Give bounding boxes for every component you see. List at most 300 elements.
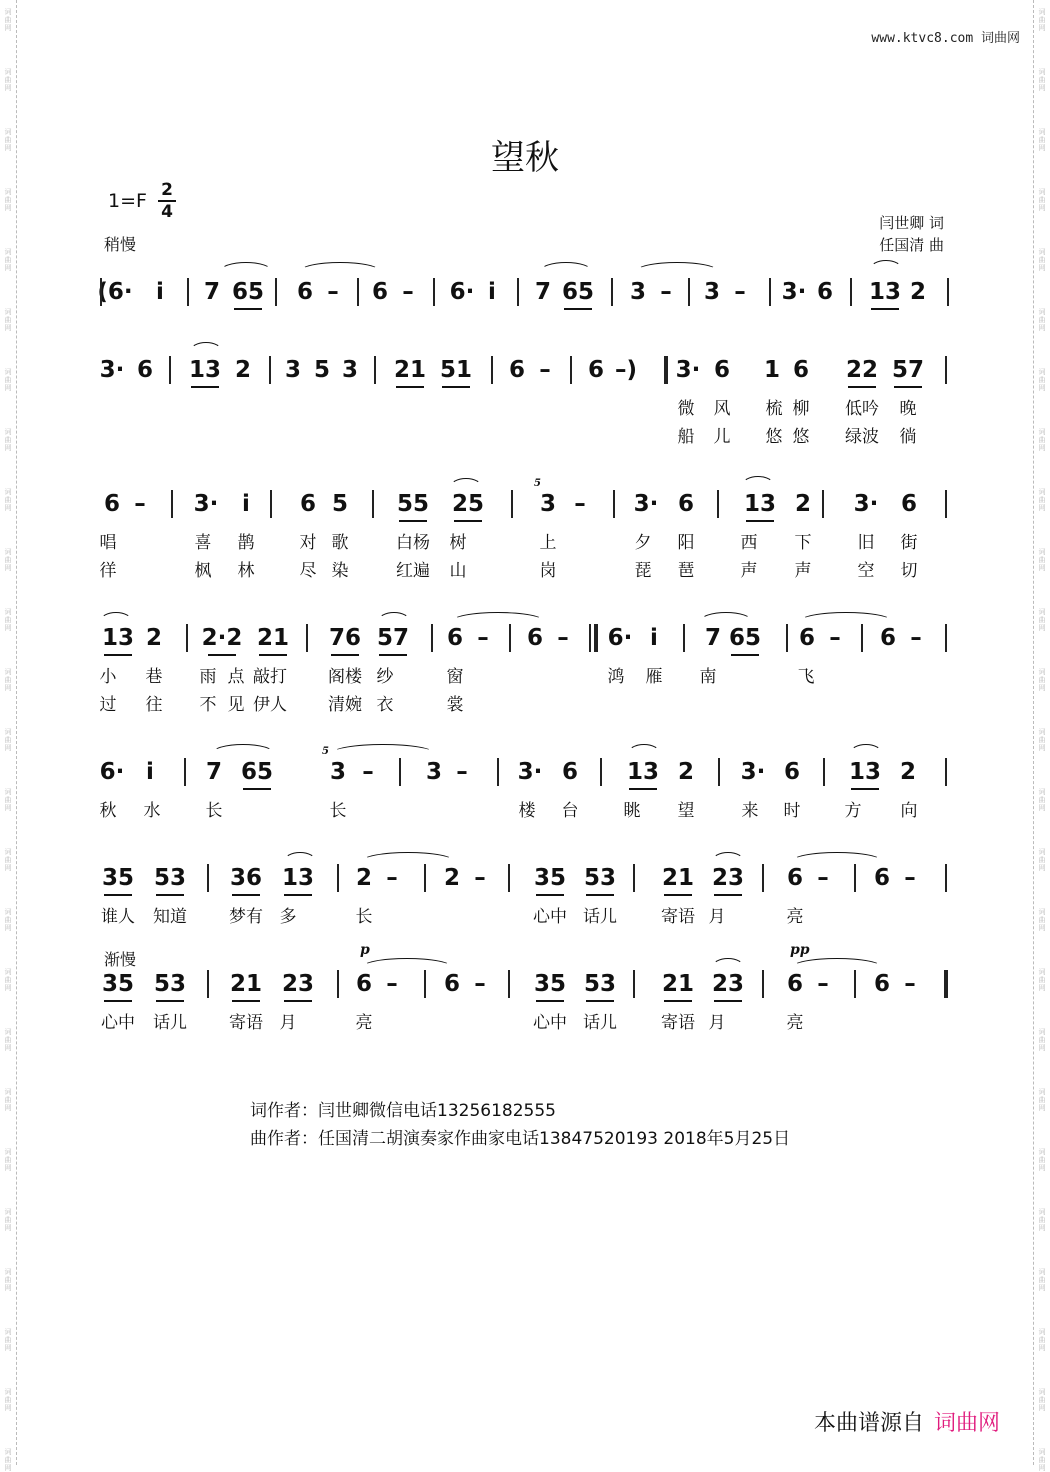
lyric-syllable: 雨 bbox=[199, 667, 217, 687]
lyric-syllable: 伊人 bbox=[253, 695, 287, 715]
score-note: 2 bbox=[443, 865, 461, 891]
barline bbox=[431, 624, 433, 652]
score-note: 36 bbox=[229, 865, 263, 891]
slur bbox=[332, 744, 434, 753]
watermark-text: 词 曲 网 bbox=[1038, 1028, 1046, 1052]
eighth-beam bbox=[232, 1000, 260, 1002]
lyric-syllable: 儿 bbox=[713, 427, 731, 447]
score-note: 6 bbox=[873, 865, 891, 891]
lyric-syllable: 窗 bbox=[446, 667, 464, 687]
score-note: 3· bbox=[740, 759, 766, 785]
watermark-text: 词 曲 网 bbox=[4, 488, 12, 512]
slur bbox=[540, 262, 592, 271]
eighth-beam bbox=[331, 654, 359, 656]
lyric-syllable: 下 bbox=[794, 533, 812, 553]
lyric-syllable: 切 bbox=[900, 561, 918, 581]
barline bbox=[718, 758, 720, 786]
watermark-text: 词 曲 网 bbox=[1038, 188, 1046, 212]
lyric-syllable: 旧 bbox=[857, 533, 875, 553]
watermark-text: 词 曲 网 bbox=[4, 248, 12, 272]
slur bbox=[378, 612, 410, 621]
lyric-syllable: 琵 bbox=[634, 561, 652, 581]
lyric-syllable: 亮 bbox=[355, 1013, 373, 1033]
score-note: 3 bbox=[341, 357, 359, 383]
score-note: 6 bbox=[371, 279, 389, 305]
score-note: 53 bbox=[153, 865, 187, 891]
lyric-syllable: 雁 bbox=[645, 667, 663, 687]
lyric-syllable: 寄语 bbox=[661, 1013, 695, 1033]
score-note: 6 bbox=[900, 491, 918, 517]
score-note: (6· bbox=[97, 279, 133, 305]
watermark-text: 词 曲 网 bbox=[1038, 128, 1046, 152]
eighth-beam bbox=[564, 308, 592, 310]
lyric-syllable: 树 bbox=[449, 533, 467, 553]
barline bbox=[509, 624, 511, 652]
lyric-syllable: 柳 bbox=[792, 399, 810, 419]
barline bbox=[822, 490, 824, 518]
score-note: 25 bbox=[451, 491, 485, 517]
score-note: 35 bbox=[533, 865, 567, 891]
score-note: i bbox=[242, 491, 250, 517]
score-note: 6 bbox=[873, 971, 891, 997]
barline bbox=[589, 624, 591, 652]
lyric-syllable: 月 bbox=[708, 907, 726, 927]
score-note: 65 bbox=[561, 279, 595, 305]
score-note: – bbox=[829, 625, 841, 651]
lyric-syllable: 长 bbox=[205, 801, 223, 821]
score-note: – bbox=[817, 971, 829, 997]
score-note: – bbox=[456, 759, 468, 785]
barline bbox=[683, 624, 685, 652]
eighth-beam bbox=[208, 654, 236, 656]
slur bbox=[212, 744, 274, 753]
lyric-syllable: 亮 bbox=[786, 907, 804, 927]
barline bbox=[270, 490, 272, 518]
barline bbox=[186, 624, 188, 652]
score-note: 35 bbox=[533, 971, 567, 997]
barline bbox=[517, 278, 519, 306]
lyric-syllable: 月 bbox=[708, 1013, 726, 1033]
footer-composer-info: 曲作者：任国清二胡演奏家作曲家电话13847520193 2018年5月25日 bbox=[250, 1129, 791, 1149]
score-note: – bbox=[327, 279, 339, 305]
barline bbox=[171, 490, 173, 518]
lyric-syllable: 亮 bbox=[786, 1013, 804, 1033]
barline bbox=[633, 970, 635, 998]
score-note: 13 bbox=[188, 357, 222, 383]
watermark-text: 词 曲 网 bbox=[4, 848, 12, 872]
watermark-text: 词 曲 网 bbox=[1038, 1328, 1046, 1352]
score-note: – bbox=[910, 625, 922, 651]
watermark-text: 词 曲 网 bbox=[1038, 1208, 1046, 1232]
eighth-beam bbox=[586, 1000, 614, 1002]
time-sig-top: 2 bbox=[161, 180, 173, 200]
score-note: – bbox=[557, 625, 569, 651]
barline bbox=[100, 278, 102, 306]
lyric-syllable: 长 bbox=[329, 801, 347, 821]
slur bbox=[742, 476, 774, 485]
score-note: 53 bbox=[153, 971, 187, 997]
lyric-syllable: 夕 bbox=[634, 533, 652, 553]
score-note: 21 bbox=[393, 357, 427, 383]
lyric-syllable: 船 bbox=[677, 427, 695, 447]
eighth-beam bbox=[104, 1000, 132, 1002]
watermark-text: 词 曲 网 bbox=[4, 608, 12, 632]
score-note: 6 bbox=[587, 357, 605, 383]
score-note: 5 bbox=[313, 357, 331, 383]
watermark-text: 词 曲 网 bbox=[4, 1148, 12, 1172]
score-note: 6 bbox=[783, 759, 801, 785]
watermark-text: 词 曲 网 bbox=[1038, 308, 1046, 332]
score-note: 13 bbox=[743, 491, 777, 517]
thick-barline bbox=[664, 356, 668, 384]
watermark-text: 词 曲 网 bbox=[4, 8, 12, 32]
watermark-text: 词 曲 网 bbox=[1038, 1268, 1046, 1292]
thick-barline bbox=[944, 970, 948, 998]
score-note: 6 bbox=[713, 357, 731, 383]
watermark-text: 词 曲 网 bbox=[1038, 548, 1046, 572]
barline bbox=[762, 970, 764, 998]
eighth-beam bbox=[536, 894, 564, 896]
composer-credit: 任国清 曲 bbox=[879, 236, 944, 254]
score-note: 6 bbox=[816, 279, 834, 305]
score-note: 6 bbox=[446, 625, 464, 651]
score-note: 3· bbox=[675, 357, 701, 383]
score-note: 6 bbox=[299, 491, 317, 517]
score-note: 6 bbox=[798, 625, 816, 651]
lyric-syllable: 鸿 bbox=[607, 667, 625, 687]
time-sig-bottom: 4 bbox=[158, 200, 176, 222]
lyric-syllable: 话儿 bbox=[583, 1013, 617, 1033]
site-url: www.ktvc8.com 词曲网 bbox=[871, 31, 1020, 46]
score-note: 7 bbox=[205, 759, 223, 785]
lyric-syllable: 染 bbox=[331, 561, 349, 581]
eighth-beam bbox=[894, 386, 922, 388]
score-note: 53 bbox=[583, 865, 617, 891]
score-note: 57 bbox=[376, 625, 410, 651]
grace-note: 5 bbox=[534, 478, 541, 489]
watermark-text: 词 曲 网 bbox=[4, 1388, 12, 1412]
watermark-text: 词 曲 网 bbox=[4, 1268, 12, 1292]
score-note: 21 bbox=[661, 865, 695, 891]
lyric-syllable: 喜 bbox=[194, 533, 212, 553]
lyric-syllable: 巷 bbox=[145, 667, 163, 687]
score-note: – bbox=[574, 491, 586, 517]
lyric-syllable: 寄语 bbox=[229, 1013, 263, 1033]
eighth-beam bbox=[104, 894, 132, 896]
score-note: 6 bbox=[526, 625, 544, 651]
key-signature: 1=F bbox=[108, 190, 147, 212]
score-note: 23 bbox=[281, 971, 315, 997]
score-note: – bbox=[474, 971, 486, 997]
barline bbox=[337, 864, 339, 892]
eighth-beam bbox=[232, 894, 260, 896]
slur bbox=[362, 958, 452, 967]
barline bbox=[600, 758, 602, 786]
score-note: 3 bbox=[284, 357, 302, 383]
watermark-text: 词 曲 网 bbox=[1038, 368, 1046, 392]
slur bbox=[850, 744, 882, 753]
eighth-beam bbox=[714, 894, 742, 896]
lyric-syllable: 话儿 bbox=[153, 1013, 187, 1033]
watermark-text: 词 曲 网 bbox=[1038, 668, 1046, 692]
lyric-syllable: 山 bbox=[449, 561, 467, 581]
barline bbox=[374, 356, 376, 384]
score-note: 65 bbox=[728, 625, 762, 651]
slur bbox=[712, 958, 744, 967]
source-credit bbox=[814, 1406, 1000, 1437]
eighth-beam bbox=[664, 894, 692, 896]
watermark-text: 词 曲 网 bbox=[4, 908, 12, 932]
lyric-syllable: 过 bbox=[99, 695, 117, 715]
score-note: 21 bbox=[256, 625, 290, 651]
eighth-beam bbox=[396, 386, 424, 388]
eighth-beam bbox=[664, 1000, 692, 1002]
lyricist-credit: 闫世卿 词 bbox=[879, 214, 944, 232]
barline bbox=[769, 278, 771, 306]
score-note: 51 bbox=[439, 357, 473, 383]
score-note: – bbox=[402, 279, 414, 305]
watermark-text: 词 曲 网 bbox=[4, 188, 12, 212]
lyric-syllable: 来 bbox=[741, 801, 759, 821]
barline bbox=[372, 490, 374, 518]
score-note: 6 bbox=[677, 491, 695, 517]
barline bbox=[854, 864, 856, 892]
watermark-text: 词 曲 网 bbox=[4, 68, 12, 92]
barline bbox=[854, 970, 856, 998]
lyric-syllable: 心中 bbox=[533, 907, 567, 927]
slur bbox=[100, 612, 132, 621]
score-note: 6· bbox=[607, 625, 633, 651]
lyric-syllable: 阁楼 bbox=[328, 667, 362, 687]
lyric-syllable: 微 bbox=[677, 399, 695, 419]
score-note: 13 bbox=[848, 759, 882, 785]
watermark-text: 词 曲 网 bbox=[1038, 248, 1046, 272]
score-note: 6 bbox=[296, 279, 314, 305]
lyric-syllable: 心中 bbox=[101, 1013, 135, 1033]
dynamic-pp: pp bbox=[790, 942, 810, 958]
lyric-syllable: 声 bbox=[794, 561, 812, 581]
lyric-syllable: 晚 bbox=[899, 399, 917, 419]
lyric-syllable: 话儿 bbox=[583, 907, 617, 927]
grace-note: 5 bbox=[322, 746, 329, 757]
score-note: 6 bbox=[355, 971, 373, 997]
lyric-syllable: 绿波 bbox=[845, 427, 879, 447]
score-note: 3· bbox=[517, 759, 543, 785]
score-note: 6 bbox=[103, 491, 121, 517]
slur bbox=[220, 262, 272, 271]
slur bbox=[636, 262, 718, 271]
lyric-syllable: 街 bbox=[900, 533, 918, 553]
lyric-syllable: 徉 bbox=[99, 561, 117, 581]
watermark-text: 词 曲 网 bbox=[4, 1088, 12, 1112]
song-title: 望秋 bbox=[491, 138, 559, 178]
barline bbox=[611, 278, 613, 306]
barline bbox=[945, 356, 947, 384]
barline bbox=[433, 278, 435, 306]
lyric-syllable: 梳 bbox=[765, 399, 783, 419]
lyric-syllable: 纱 bbox=[376, 667, 394, 687]
watermark-text: 词 曲 网 bbox=[1038, 68, 1046, 92]
score-note: 65 bbox=[240, 759, 274, 785]
score-note: – bbox=[362, 759, 374, 785]
eighth-beam bbox=[536, 1000, 564, 1002]
score-note: 7 bbox=[203, 279, 221, 305]
lyric-syllable: 多 bbox=[279, 907, 297, 927]
barline bbox=[491, 356, 493, 384]
score-note: – bbox=[817, 865, 829, 891]
eighth-beam bbox=[379, 654, 407, 656]
lyric-syllable: 红遍 bbox=[396, 561, 430, 581]
score-note: 3 bbox=[539, 491, 557, 517]
slur bbox=[800, 612, 892, 621]
score-note: 57 bbox=[891, 357, 925, 383]
lyric-syllable: 不 bbox=[199, 695, 217, 715]
score-note: – bbox=[474, 865, 486, 891]
barline bbox=[633, 864, 635, 892]
score-note: 21 bbox=[661, 971, 695, 997]
watermark-text: 词 曲 网 bbox=[4, 128, 12, 152]
lyric-syllable: 对 bbox=[299, 533, 317, 553]
watermark-text: 词 曲 网 bbox=[4, 788, 12, 812]
score-note: 6 bbox=[508, 357, 526, 383]
slur bbox=[452, 612, 544, 621]
lyric-syllable: 白杨 bbox=[396, 533, 430, 553]
lyric-syllable: 向 bbox=[900, 801, 918, 821]
score-note: i bbox=[650, 625, 658, 651]
score-note: 3 bbox=[703, 279, 721, 305]
score-note: 13 bbox=[281, 865, 315, 891]
score-note: 3· bbox=[781, 279, 807, 305]
score-note: 3· bbox=[99, 357, 125, 383]
score-note: 22 bbox=[845, 357, 879, 383]
watermark-text: 词 曲 网 bbox=[1038, 1148, 1046, 1172]
footer-lyricist-info: 词作者：闫世卿微信电话13256182555 bbox=[250, 1101, 556, 1121]
barline bbox=[688, 278, 690, 306]
score-note: 6 bbox=[786, 865, 804, 891]
eighth-beam bbox=[731, 654, 759, 656]
lyric-syllable: 时 bbox=[783, 801, 801, 821]
barline bbox=[945, 864, 947, 892]
score-note: i bbox=[488, 279, 496, 305]
lyric-syllable: 琶 bbox=[677, 561, 695, 581]
score-note: 21 bbox=[229, 971, 263, 997]
score-note: 6 bbox=[786, 971, 804, 997]
score-note: 13 bbox=[868, 279, 902, 305]
score-note: 2 bbox=[899, 759, 917, 785]
score-note: 3· bbox=[633, 491, 659, 517]
slur bbox=[628, 744, 660, 753]
lyric-syllable: 岗 bbox=[539, 561, 557, 581]
score-note: 6· bbox=[99, 759, 125, 785]
eighth-beam bbox=[746, 520, 774, 522]
slur bbox=[190, 342, 222, 351]
barline bbox=[508, 864, 510, 892]
watermark-text: 词 曲 网 bbox=[4, 728, 12, 752]
eighth-beam bbox=[454, 520, 482, 522]
score-note: 35 bbox=[101, 865, 135, 891]
watermark-text: 词 曲 网 bbox=[1038, 788, 1046, 812]
lyric-syllable: 徜 bbox=[899, 427, 917, 447]
watermark-text: 词 曲 网 bbox=[1038, 728, 1046, 752]
barline bbox=[947, 278, 949, 306]
dynamic-p: p bbox=[360, 942, 370, 958]
barline bbox=[613, 490, 615, 518]
thick-barline bbox=[594, 624, 598, 652]
lyric-syllable: 往 bbox=[145, 695, 163, 715]
score-note: 2 bbox=[355, 865, 373, 891]
score-note: 3 bbox=[425, 759, 443, 785]
lyric-syllable: 裳 bbox=[446, 695, 464, 715]
score-note: 35 bbox=[101, 971, 135, 997]
barline bbox=[357, 278, 359, 306]
eighth-beam bbox=[851, 788, 879, 790]
watermark-text: 词 曲 网 bbox=[4, 548, 12, 572]
watermark-text: 词 曲 网 bbox=[1038, 608, 1046, 632]
watermark-text: 词 曲 网 bbox=[1038, 488, 1046, 512]
watermark-text: 词 曲 网 bbox=[1038, 848, 1046, 872]
watermark-text: 词 曲 网 bbox=[1038, 968, 1046, 992]
eighth-beam bbox=[284, 894, 312, 896]
slur bbox=[284, 852, 316, 861]
lyric-syllable: 心中 bbox=[533, 1013, 567, 1033]
eighth-beam bbox=[586, 894, 614, 896]
eighth-beam bbox=[191, 386, 219, 388]
barline bbox=[945, 758, 947, 786]
lyric-syllable: 风 bbox=[713, 399, 731, 419]
slur bbox=[450, 478, 482, 487]
barline bbox=[497, 758, 499, 786]
lyric-syllable: 谁人 bbox=[101, 907, 135, 927]
score-note: 2 bbox=[909, 279, 927, 305]
eighth-beam bbox=[442, 386, 470, 388]
score-note: i bbox=[146, 759, 154, 785]
slur bbox=[300, 262, 380, 271]
watermark-text: 词 曲 网 bbox=[1038, 428, 1046, 452]
barline bbox=[337, 970, 339, 998]
eighth-beam bbox=[156, 1000, 184, 1002]
score-note: 23 bbox=[711, 971, 745, 997]
eighth-beam bbox=[284, 1000, 312, 1002]
lyric-syllable: 声 bbox=[740, 561, 758, 581]
ritardando-marking: 渐慢 bbox=[104, 950, 137, 969]
lyric-syllable: 长 bbox=[355, 907, 373, 927]
lyric-syllable: 敲打 bbox=[253, 667, 287, 687]
score-note: 6 bbox=[443, 971, 461, 997]
watermark-text: 词 曲 网 bbox=[4, 308, 12, 332]
slur bbox=[712, 852, 744, 861]
source-brand: 词曲网 bbox=[933, 1411, 1000, 1436]
barline bbox=[786, 624, 788, 652]
score-note: 13 bbox=[626, 759, 660, 785]
watermark-text: 词 曲 网 bbox=[1038, 8, 1046, 32]
watermark-text: 词 曲 网 bbox=[4, 368, 12, 392]
barline bbox=[508, 970, 510, 998]
score-note: 3 bbox=[629, 279, 647, 305]
barline bbox=[269, 356, 271, 384]
watermark-text: 词 曲 网 bbox=[4, 1328, 12, 1352]
lyric-syllable: 低吟 bbox=[845, 399, 879, 419]
watermark-text: 词 曲 网 bbox=[4, 428, 12, 452]
barline bbox=[850, 278, 852, 306]
score-note: – bbox=[660, 279, 672, 305]
lyric-syllable: 枫 bbox=[194, 561, 212, 581]
lyric-syllable: 水 bbox=[143, 801, 161, 821]
score-note: – bbox=[386, 971, 398, 997]
lyric-syllable: 小 bbox=[99, 667, 117, 687]
slur bbox=[700, 612, 752, 621]
lyric-syllable: 尽 bbox=[299, 561, 317, 581]
score-note: 5 bbox=[331, 491, 349, 517]
